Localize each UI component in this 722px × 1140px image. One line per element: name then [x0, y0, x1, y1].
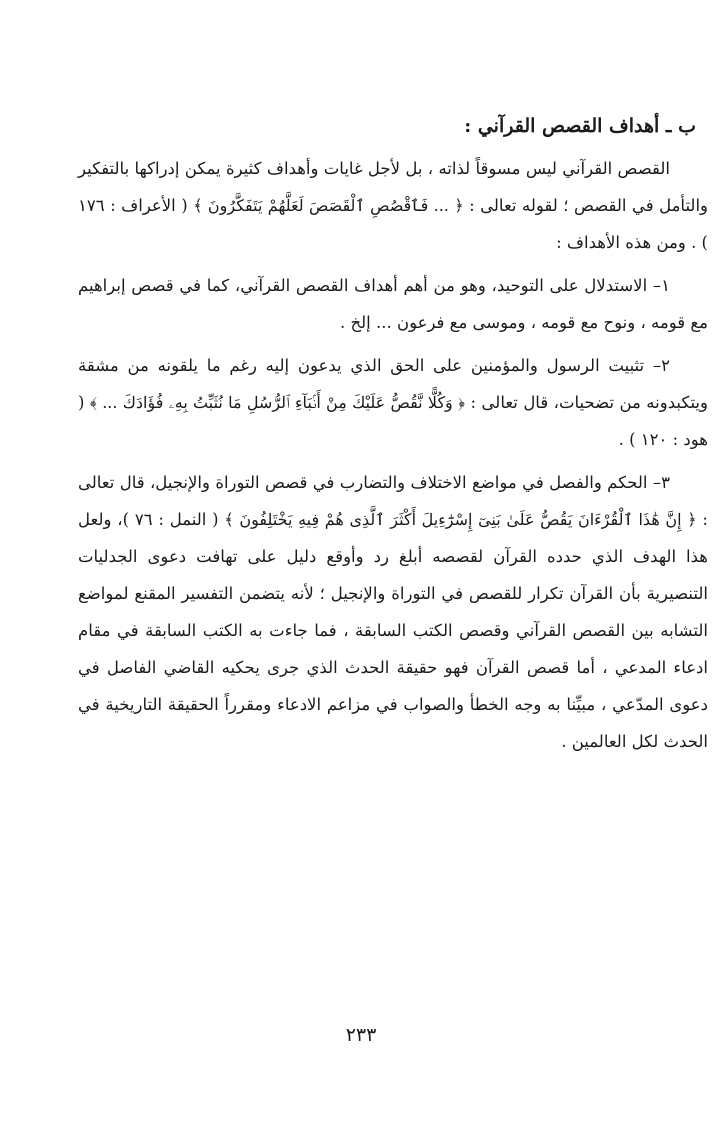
- intro-text: القصص القرآني ليس مسوقاً لذاته ، بل لأجل غايات وأهداف كثيرة يمكن إدراكها بالتفكير والتأمل في القصص ؛ لقوله تعالى :: [78, 159, 709, 215]
- intro-reference: ( الأعراف : ١٧٦ ) . ومن هذه الأهداف :: [78, 196, 708, 252]
- section-heading: ب ـ أهداف القصص القرآني :: [464, 115, 696, 137]
- page-body: [78, 110, 708, 760]
- goal-item-1-text: ١– الاستدلال على التوحيد، وهو من أهم أهداف القصص القرآني، كما في قصص إبراهيم مع قومه ، ونوح مع قومه ، وموسى مع فرعون ... إلخ .: [78, 276, 708, 332]
- quran-verse-naml: ﴿ إِنَّ هَٰذَا ٱلْقُرْءَانَ يَقُصُّ عَلَىٰ بَنِىٓ إِسْرَٰٓءِيلَ أَكْثَرَ ٱلَّذِى هُمْ فِيهِ يَخْتَلِفُونَ ﴾: [224, 510, 697, 529]
- goal-item-2: [78, 347, 708, 458]
- page-number: ٢٣٣: [345, 1024, 377, 1046]
- intro-paragraph: [78, 150, 708, 261]
- goal-item-3-text: ٣– الحكم والفصل في مواضع الاختلاف والتضارب في قصص التوراة والإنجيل، قال تعالى :: [78, 473, 708, 529]
- goal-item-3-continuation: ( النمل : ٧٦ )، ولعل هذا الهدف الذي حدده القرآن لقصصه أبلغ رد وأوقع دليل على تهافت دعوى الجدليات التنصيرية بأن القرآن تكرار للقصص في التوراة والإنجيل ؛ لأنه يتضمن التفسير المقنع لمواضع التشابه بين القصص القرآني وقصص الكتب السابقة ، فما جاءت به الكتب السابقة في مقام ادعاء المدعي ، أما قصص القرآن فهو حقيقة الحدث الذي جرى يحكيه القاضي الفاصل في دعوى المدّعي ، مبيِّنا به وجه الخطأ والصواب في مزاعم الادعاء ومقرراً الحقيقة التاريخية في الحدث لكل العالمين .: [78, 510, 708, 751]
- quran-verse-araf: ﴿ ... فَٱقْصُصِ ٱلْقَصَصَ لَعَلَّهُمْ يَتَفَكَّرُونَ ﴾: [193, 196, 464, 215]
- goal-item-3: [78, 464, 708, 760]
- goal-item-2-reference: ( هود : ١٢٠ ) .: [78, 393, 708, 449]
- goal-item-2-text: ٢– تثبيت الرسول والمؤمنين على الحق الذي يدعون إليه رغم ما يلقونه من مشقة ويتكبدونه من تضحيات، قال تعالى :: [78, 356, 708, 412]
- goal-item-1: [78, 267, 708, 341]
- quran-verse-hud: ﴿ وَكُلًّا نَّقُصُّ عَلَيْكَ مِنْ أَنۢبَآءِ ٱلرُّسُلِ مَا نُثَبِّتُ بِهِۦ فُؤَادَكَ ... ﴾: [89, 393, 466, 412]
